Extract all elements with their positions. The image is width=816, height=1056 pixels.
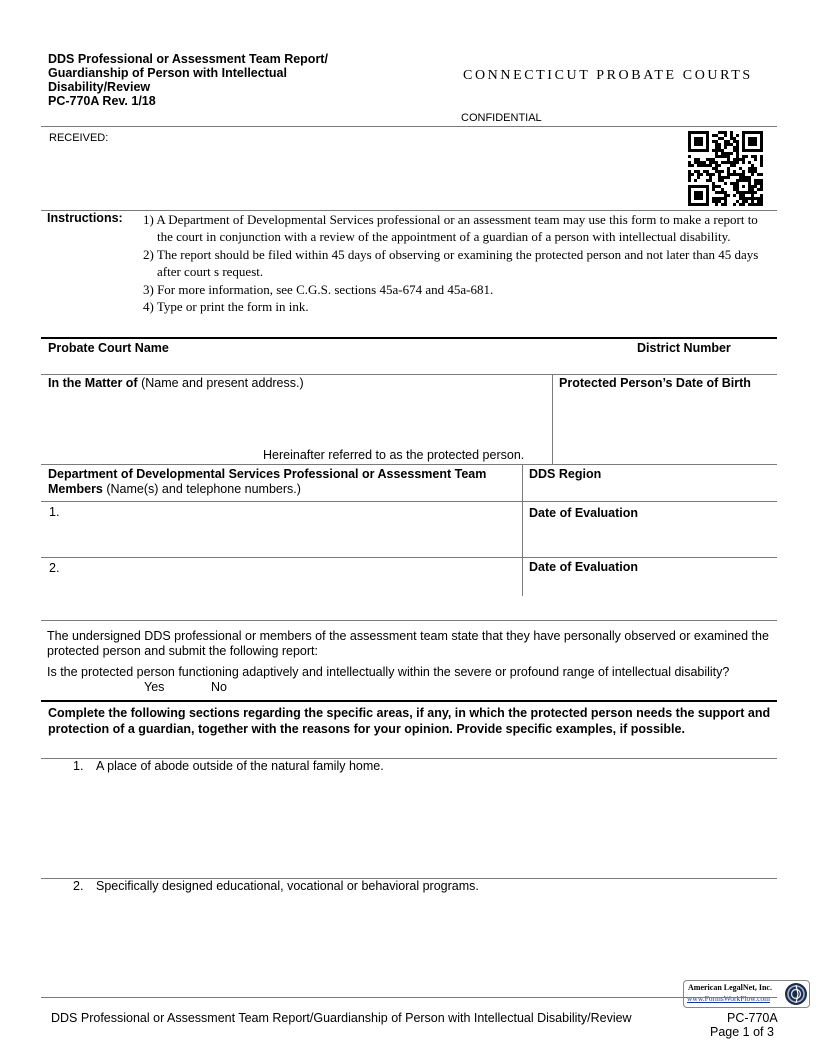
- dds-region-label: DDS Region: [529, 467, 602, 481]
- form-title-line: Disability/Review: [48, 80, 151, 94]
- divider: [41, 126, 777, 127]
- form-title-line: DDS Professional or Assessment Team Report/: [48, 52, 328, 66]
- severity-question: [47, 665, 772, 680]
- section-1-number: 1.: [73, 759, 84, 773]
- publisher-link[interactable]: www.FormsWorkFlow.com: [687, 994, 771, 1003]
- divider: [522, 464, 523, 596]
- instruction-item: 4) Type or print the form in ink.: [143, 299, 309, 315]
- eval-date-1-label: Date of Evaluation: [529, 506, 639, 520]
- qr-code: [688, 131, 763, 206]
- section-1-title: A place of abode outside of the natural family home.: [96, 759, 384, 773]
- district-number-label: District Number: [637, 341, 731, 355]
- instruction-item: 3) For more information, see C.G.S. sections 45a-674 and 45a-681.: [143, 281, 494, 297]
- severity-question-text: Is the protected person functioning adaptively and intellectually within the severe or profound range of intellectual disability?: [47, 665, 730, 679]
- section-2-title: Specifically designed educational, vocational or behavioral programs.: [96, 879, 479, 893]
- matter-field[interactable]: [46, 392, 546, 448]
- member-1-field[interactable]: [62, 505, 517, 553]
- divider: [41, 557, 777, 558]
- divider: [41, 997, 777, 998]
- hereinafter-note: Hereinafter referred to as the protected person.: [263, 448, 525, 462]
- page-number: Page 1 of 3: [710, 1025, 774, 1039]
- divider: [41, 700, 777, 702]
- globe-icon: [784, 982, 808, 1006]
- divider: [41, 374, 777, 375]
- dds-region-field[interactable]: [527, 483, 772, 499]
- court-name-field[interactable]: [46, 356, 606, 373]
- district-number-field[interactable]: [637, 356, 772, 373]
- agency-name: CONNECTICUT PROBATE COURTS: [463, 68, 753, 83]
- dob-field[interactable]: [557, 392, 772, 452]
- court-name-label: Probate Court Name: [48, 341, 169, 355]
- matter-label: [48, 376, 304, 391]
- eval-date-2-field[interactable]: [527, 577, 772, 595]
- answer-yes[interactable]: Yes: [144, 680, 165, 694]
- section-2-answer-field[interactable]: [46, 898, 771, 992]
- instructions-label: Instructions:: [47, 211, 123, 225]
- dds-members-label-hint: (Name(s) and telephone numbers.): [102, 482, 301, 496]
- divider: [41, 464, 777, 465]
- form-title-line: Guardianship of Person with Intellectual: [48, 66, 287, 80]
- member-2-field[interactable]: [62, 561, 517, 595]
- instruction-item: 1) A Department of Developmental Services professional or an assessment team may use this form to make a report to the court in conjunction with a review of the appointment of a guardian of a person with intellectual disability.: [143, 212, 758, 245]
- received-label: RECEIVED:: [49, 132, 109, 144]
- member-1-number: 1.: [49, 505, 60, 519]
- publisher-logo: [683, 980, 810, 1008]
- eval-date-1-field[interactable]: [527, 523, 772, 553]
- dds-members-label: [48, 467, 513, 497]
- divider: [41, 620, 777, 621]
- matter-label-bold: In the Matter of: [48, 376, 138, 390]
- instruction-item: 2) The report should be filed within 45 days of observing or examining the protected person and not later than 45 days after court s request.: [143, 246, 759, 280]
- form-number: PC-770A Rev. 1/18: [48, 94, 156, 108]
- dds-members-label-bold: Department of Developmental Services Professional or Assessment Team Members: [48, 467, 487, 496]
- dob-label: Protected Person’s Date of Birth: [559, 376, 751, 390]
- section-2-number: 2.: [73, 879, 84, 893]
- section-1-answer-field[interactable]: [46, 778, 771, 874]
- divider: [41, 337, 777, 339]
- eval-date-2-label: Date of Evaluation: [529, 560, 639, 574]
- confidential-label: CONFIDENTIAL: [461, 112, 542, 124]
- form-title: [48, 52, 368, 108]
- footer-form-title: DDS Professional or Assessment Team Report/Guardianship of Person with Intellectual Disability/Review: [51, 1011, 632, 1025]
- matter-label-hint: (Name and present address.): [137, 376, 304, 390]
- attestation-statement: The undersigned DDS professional or members of the assessment team state that they have personally observed or examined the protected person and submit the following report:: [47, 629, 769, 658]
- answer-no[interactable]: No: [211, 680, 227, 694]
- instructions-list: [143, 211, 768, 315]
- sections-intro: Complete the following sections regarding the specific areas, if any, in which the protected person needs the support and protection of a guardian, together with the reasons for your opinion. Provide specific examples, if possible.: [48, 706, 771, 736]
- publisher-name: American LegalNet, Inc.: [688, 983, 772, 992]
- member-2-number: 2.: [49, 561, 60, 575]
- footer-form-code: PC-770A: [727, 1011, 778, 1025]
- divider: [552, 374, 553, 464]
- divider: [41, 501, 777, 502]
